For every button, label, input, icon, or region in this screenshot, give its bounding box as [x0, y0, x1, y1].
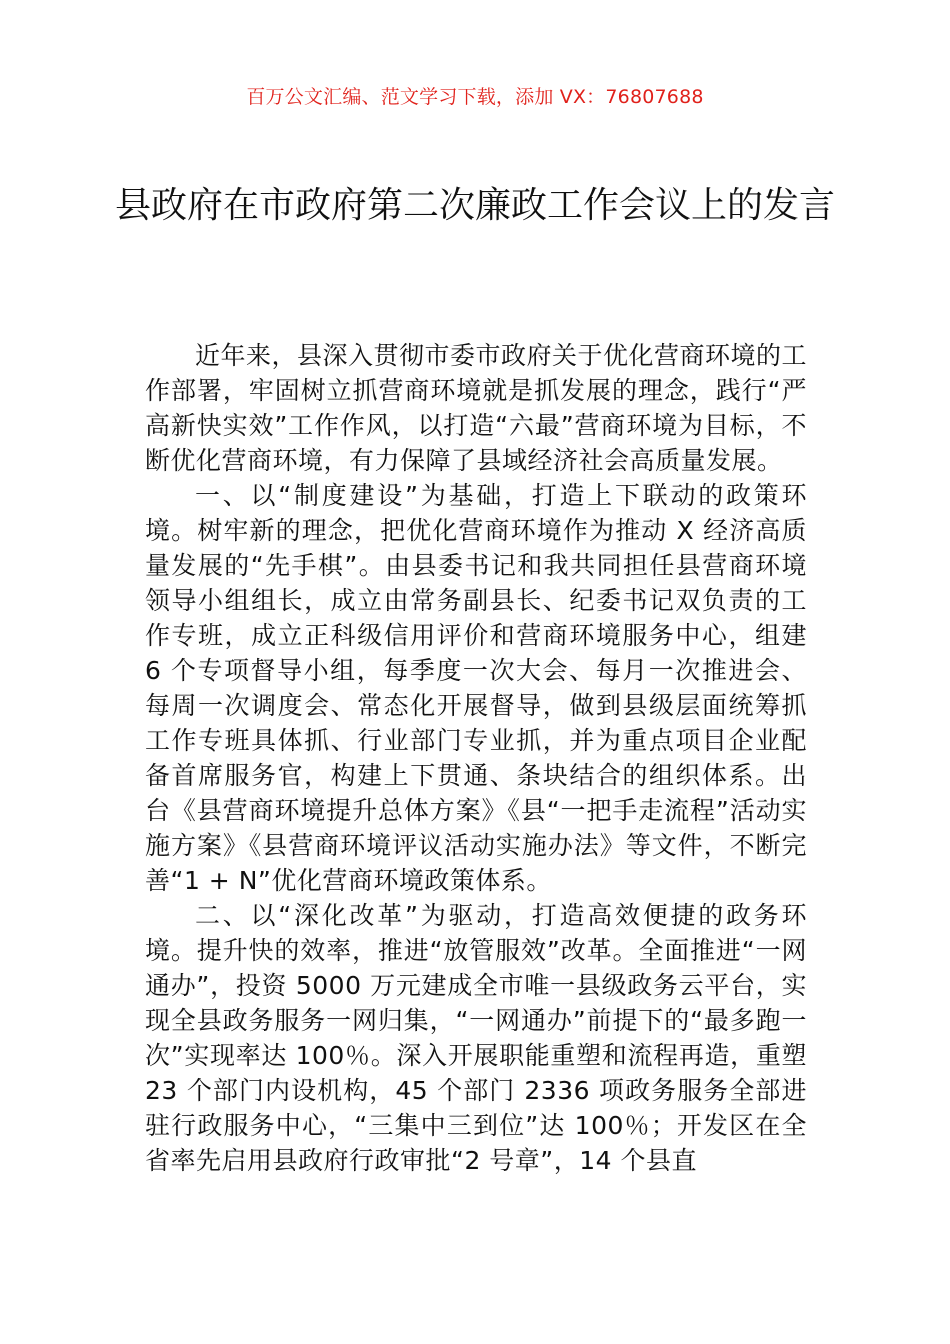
section-2-heading: 二、以“深化改革”为驱动，打造高效便捷的政务环境。 [145, 901, 807, 965]
paragraph-intro [145, 338, 807, 478]
paragraph-intro-text: 近年来，县深入贯彻市委市政府关于优化营商环境的工作部署，牢固树立抓营商环境就是抓发展的理念，践行“严高新快实效”工作作风，以打造“六最”营商环境为目标，不断优化营商环境，有力保障了县域经济社会高质量发展。 [145, 341, 808, 475]
section-1-text: 树牢新的理念，把优化营商环境作为推动 X 经济高质量发展的“先手棋”。由县委书记和我共同担任县营商环境领导小组组长，成立由常务副县长、纪委书记双负责的工作专班，成立正科级信用评价和营商环境服务中心，组建 6 个专项督导小组，每季度一次大会、每月一次推进会、每周一次调度会、常态化开展督导，做到县级层面统筹抓工作专班具体抓、行业部门专业抓，并为重点项目企业配备首席服务官，构建上下贯通、条块结合的组织体系。出台《县营商环境提升总体方案》《县“一把手走流程”活动实施方案》《县营商环境评议活动实施办法》等文件，不断完善“1 + N”优化营商环境政策体系。 [145, 516, 807, 895]
header-watermark-note: 百万公文汇编、范文学习下载，添加 VX：76807688 [246, 86, 704, 108]
paragraph-section-1 [145, 478, 807, 898]
document-body [145, 338, 807, 1178]
section-1-heading: 一、以“制度建设”为基础，打造上下联动的政策环境。 [145, 481, 807, 545]
paragraph-section-2 [145, 898, 807, 1178]
document-title: 县政府在市政府第二次廉政工作会议上的发言 [114, 185, 835, 226]
section-2-text: 提升快的效率，推进“放管服效”改革。全面推进“一网通办”，投资 5000 万元建成全市唯一县级政务云平台，实现全县政务服务一网归集，“一网通办”前提下的“最多跑一次”实现率达 100％。深入开展职能重塑和流程再造，重塑 23 个部门内设机构，45 个部门 2336 项政务服务全部进驻行政服务中心，“三集中三到位”达 100％；开发区在全省率先启用县政府行政审批“2 号章”，14 个县直 [145, 936, 807, 1175]
